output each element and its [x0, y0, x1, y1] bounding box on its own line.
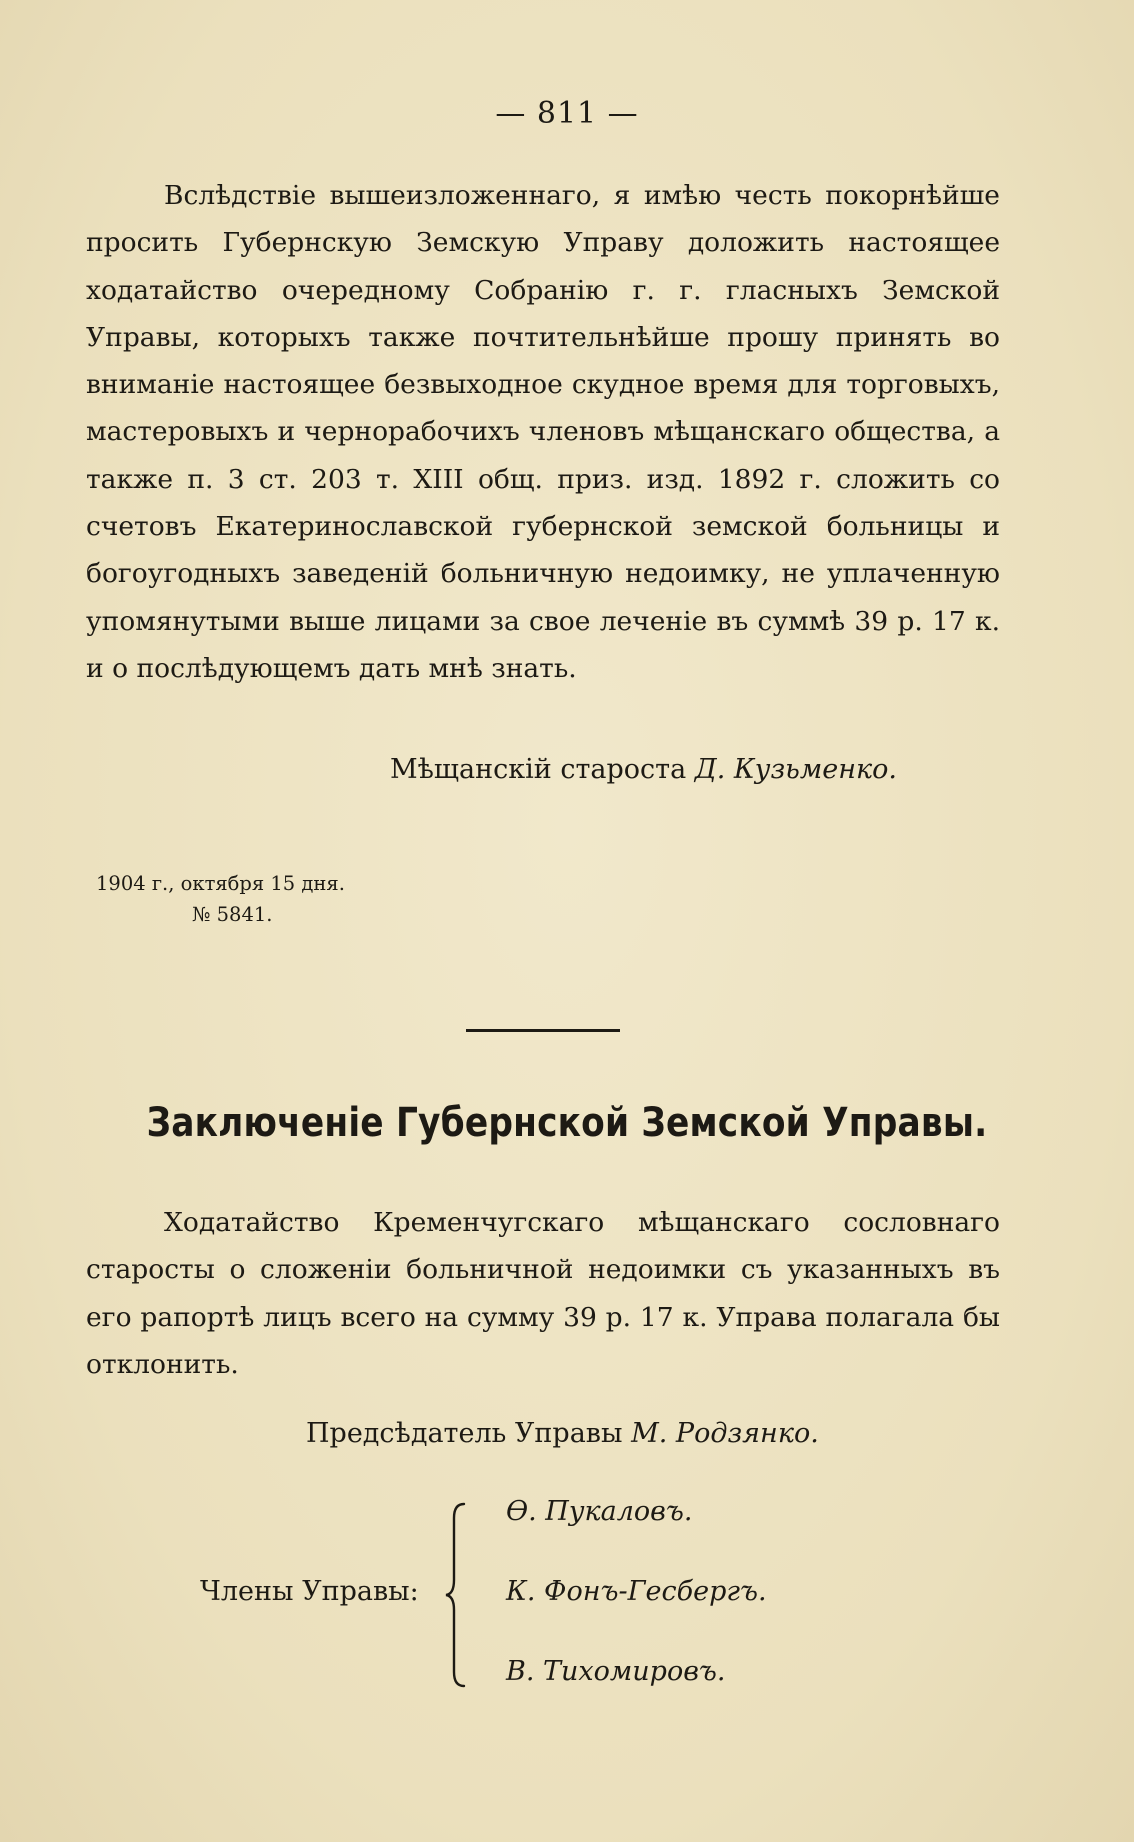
signature-name: Д. Кузьменко.: [694, 754, 897, 785]
member-name-text: Ѳ. Пукаловъ.: [506, 1496, 693, 1527]
member-name-text: В. Тихомировъ.: [506, 1656, 726, 1687]
chairman-name: М. Родзянко.: [631, 1418, 819, 1449]
member-name-text: К. Фонъ-Гесбергъ.: [506, 1576, 767, 1607]
number-line: № 5841.: [192, 903, 273, 926]
petition-paragraph: [86, 172, 1000, 692]
date-block: [96, 868, 345, 930]
conclusion-paragraph: [86, 1199, 1000, 1388]
members-label: Члены Управы:: [200, 1576, 419, 1607]
date-line: 1904 г., октября 15 дня.: [96, 872, 345, 895]
member-name: [506, 1656, 726, 1687]
member-name: [506, 1496, 692, 1527]
conclusion-text: Ходатайство Кременчугскаго мѣщанскаго сословнаго старосты о сложеніи больничной недоимки съ указанныхъ въ его рапортѣ лицъ всего на сумму 39 р. 17 к. Управа полагала бы отклонить.: [86, 1207, 1000, 1380]
section-heading: Заключеніе Губернской Земской Управы.: [146, 1100, 988, 1146]
section-divider: [466, 1029, 620, 1032]
signature-title: Мѣщанскій староста: [390, 754, 687, 785]
member-name: [506, 1576, 767, 1607]
chairman-title: Предсѣдатель Управы: [306, 1418, 623, 1449]
page-number: — 811 —: [495, 96, 639, 131]
curly-brace-icon: [444, 1502, 470, 1688]
starosta-signature: [390, 754, 897, 785]
petition-text: Вслѣдствіе вышеизложеннаго, я имѣю честь покорнѣйше просить Губернскую Земскую Управу доложить настоящее ходатайство очередному Собранію г. г. гласныхъ Земской Управы, которыхъ также почтительнѣйше прошу принять во вниманіе настоящее безвыходное скудное время для торговыхъ, мастеровыхъ и чернорабочихъ членовъ мѣщанскаго общества, а также п. 3 ст. 203 т. XIII общ. приз. изд. 1892 г. сложить со счетовъ Екатеринославской губернской земской больницы и богоугодныхъ заведеній больничную недоимку, не уплаченную упомянутыми выше лицами за свое леченіе въ суммѣ 39 р. 17 к. и о послѣдующемъ дать мнѣ знать.: [86, 180, 1000, 684]
chairman-signature: [306, 1418, 819, 1449]
